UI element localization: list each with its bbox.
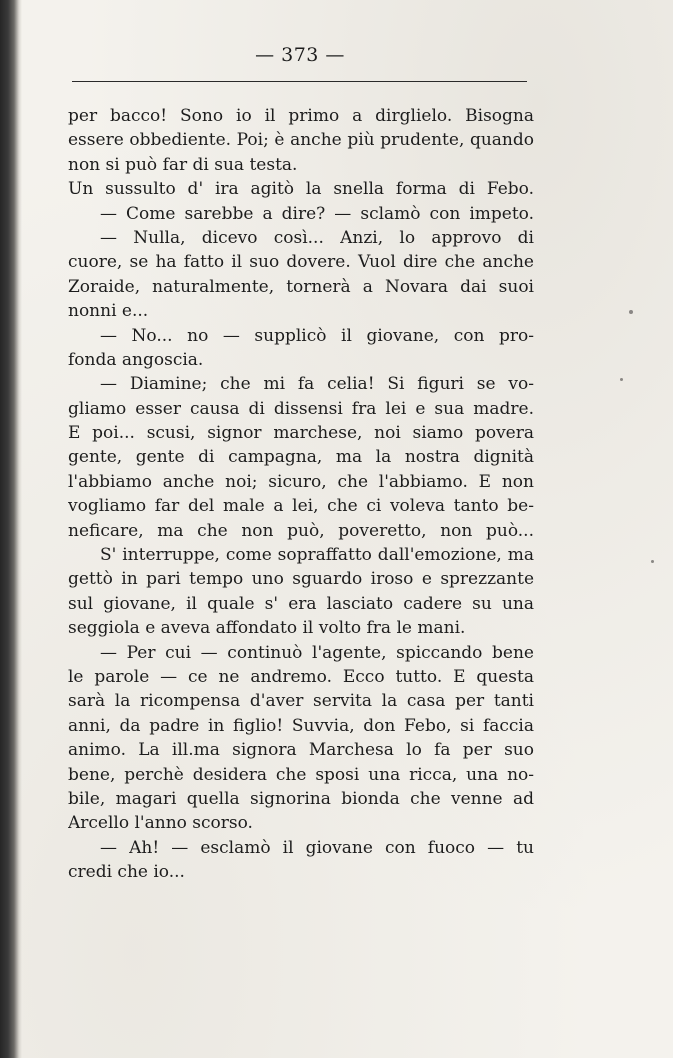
text-line: gliamo esser causa di dissensi fra lei e sua madre. bbox=[68, 398, 534, 419]
text-line: credi che io... bbox=[68, 862, 185, 883]
header-rule bbox=[72, 81, 527, 82]
text-line: Zoraide, naturalmente, tornerà a Novara dai suoi bbox=[68, 276, 534, 297]
paper-speck bbox=[629, 310, 633, 314]
text-line: fonda angoscia. bbox=[68, 349, 204, 370]
text-line: — Nulla, dicevo così... Anzi, lo approvo di bbox=[100, 227, 534, 248]
text-line: E poi... scusi, signor marchese, noi siamo povera bbox=[68, 423, 534, 444]
paper-speck bbox=[651, 560, 654, 563]
text-line: seggiola e aveva affondato il volto fra le mani. bbox=[68, 618, 466, 639]
text-line: le parole — ce ne andremo. Ecco tutto. E questa bbox=[68, 666, 534, 687]
text-line: per bacco! Sono io il primo a dirglielo. Bisogna bbox=[68, 106, 534, 126]
text-line: essere obbediente. Poi; è anche più prudente, quando bbox=[68, 130, 534, 151]
text-line: bene, perchè desidera che sposi una ricca, una no- bbox=[68, 764, 534, 785]
text-line: neficare, ma che non può, poveretto, non può... bbox=[68, 520, 534, 541]
text-line: bile, magari quella signorina bionda che venne ad bbox=[68, 788, 534, 809]
text-line: — Per cui — continuò l'agente, spiccando bene bbox=[100, 642, 534, 663]
text-line: gente, gente di campagna, ma la nostra dignità bbox=[68, 447, 534, 468]
text-line: — Come sarebbe a dire? — sclamò con impeto. bbox=[100, 203, 534, 224]
text-line: — Diamine; che mi fa celia! Si figuri se vo- bbox=[100, 374, 534, 395]
text-line: Arcello l'anno scorso. bbox=[68, 813, 253, 834]
text-line: sarà la ricompensa d'aver servita la casa per tanti bbox=[68, 691, 534, 712]
text-line: nonni e... bbox=[68, 301, 149, 322]
text-line: non si può far di sua testa. bbox=[68, 154, 298, 175]
text-line: vogliamo far del male a lei, che ci voleva tanto be- bbox=[68, 496, 534, 517]
text-line: cuore, se ha fatto il suo dovere. Vuol dire che anche bbox=[68, 252, 534, 273]
page-binding-shadow bbox=[0, 0, 22, 1058]
text-line: — No... no — supplicò il giovane, con pro- bbox=[100, 325, 534, 346]
text-line: — Ah! — esclamò il giovane con fuoco — tu bbox=[100, 837, 534, 858]
text-line: sul giovane, il quale s' era lasciato cadere su una bbox=[68, 593, 534, 614]
text-line: S' interruppe, come sopraffatto dall'emozione, ma bbox=[100, 545, 534, 566]
text-line: animo. La ill.ma signora Marchesa lo fa per suo bbox=[68, 740, 534, 761]
text-line: anni, da padre in figlio! Suvvia, don Febo, si faccia bbox=[68, 715, 534, 736]
text-line: l'abbiamo anche noi; sicuro, che l'abbiamo. E non bbox=[68, 471, 534, 492]
text-line: Un sussulto d' ira agitò la snella forma di Febo. bbox=[68, 179, 534, 200]
paper-speck bbox=[620, 378, 623, 381]
page-number: — 373 — bbox=[255, 44, 345, 66]
body-text bbox=[68, 104, 534, 885]
text-line: gettò in pari tempo uno sguardo iroso e sprezzante bbox=[68, 569, 534, 590]
